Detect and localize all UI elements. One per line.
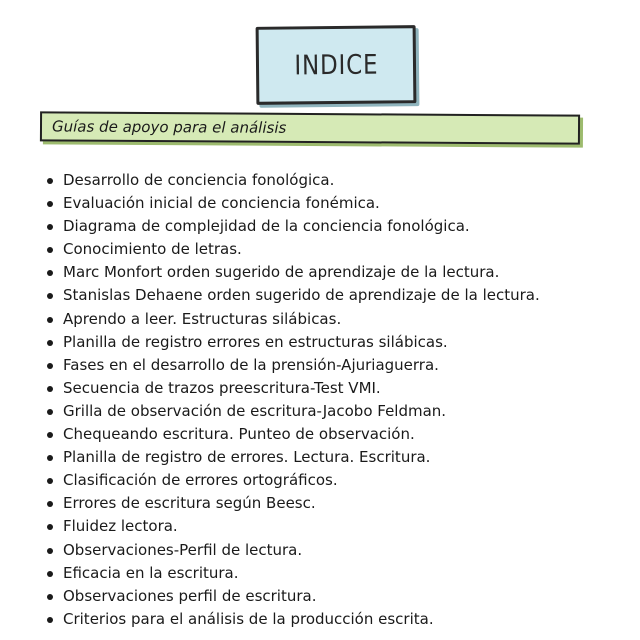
bullet-icon xyxy=(47,247,53,253)
bullet-icon xyxy=(47,363,53,369)
toc-item xyxy=(40,169,620,192)
bullet-icon xyxy=(47,617,53,623)
toc-item xyxy=(40,215,620,238)
toc-item-label: Stanislas Dehaene orden sugerido de aprendizaje de la lectura. xyxy=(63,286,540,305)
bullet-icon xyxy=(47,386,53,392)
toc-item xyxy=(40,354,620,377)
toc-item-label: Desarrollo de conciencia fonológica. xyxy=(63,171,335,189)
toc-item xyxy=(40,238,620,261)
bullet-icon xyxy=(47,501,53,507)
toc-item xyxy=(40,515,620,538)
toc-item xyxy=(40,446,620,469)
toc-item xyxy=(40,608,620,631)
toc-item-label: Aprendo a leer. Estructuras silábicas. xyxy=(63,309,342,328)
toc-item-label: Errores de escritura según Beesc. xyxy=(63,494,316,513)
section-title: Guías de apoyo para el análisis xyxy=(51,117,287,137)
toc-item-label: Conocimiento de letras. xyxy=(63,240,242,259)
toc-item xyxy=(40,331,620,354)
toc-item-label: Observaciones perfil de escritura. xyxy=(63,586,317,605)
toc-item-label: Chequeando escritura. Punteo de observación. xyxy=(63,425,415,444)
bullet-icon xyxy=(47,524,53,530)
toc-item xyxy=(40,308,620,331)
bullet-icon xyxy=(47,455,53,461)
toc-item-label: Eficacia en la escritura. xyxy=(63,563,239,582)
toc-item xyxy=(40,423,620,446)
bullet-icon xyxy=(47,293,53,299)
toc-item-label: Clasificación de errores ortográficos. xyxy=(63,471,338,490)
bullet-icon xyxy=(47,478,53,484)
toc-item xyxy=(40,377,620,400)
title-box xyxy=(256,25,417,105)
bullet-icon xyxy=(47,317,53,323)
bullet-icon xyxy=(47,178,53,184)
bullet-icon xyxy=(47,409,53,415)
bullet-icon xyxy=(47,201,53,207)
toc-item-label: Planilla de registro errores en estructuras silábicas. xyxy=(63,332,448,351)
toc-list xyxy=(40,169,620,631)
toc-item xyxy=(40,284,620,307)
toc-item-label: Observaciones-Perfil de lectura. xyxy=(63,540,303,559)
section-banner xyxy=(40,111,580,144)
bullet-icon xyxy=(47,270,53,276)
bullet-icon xyxy=(47,594,53,600)
toc-item-label: Planilla de registro de errores. Lectura. Escritura. xyxy=(63,448,431,467)
toc-item xyxy=(40,469,620,492)
toc-item xyxy=(40,261,620,284)
toc-item xyxy=(40,539,620,562)
bullet-icon xyxy=(47,340,53,346)
bullet-icon xyxy=(47,571,53,577)
toc-item-label: Grilla de observación de escritura-Jacobo Feldman. xyxy=(63,401,447,420)
bullet-icon xyxy=(47,224,53,230)
toc-item xyxy=(40,492,620,515)
bullet-icon xyxy=(47,548,53,554)
toc-item-label: Evaluación inicial de conciencia fonémica. xyxy=(63,194,380,213)
toc-item xyxy=(40,562,620,585)
page-title: INDICE xyxy=(293,49,379,81)
toc-item-label: Diagrama de complejidad de la conciencia fonológica. xyxy=(63,217,470,236)
toc-item-label: Criterios para el análisis de la producción escrita. xyxy=(63,609,434,628)
toc-item-label: Fluidez lectora. xyxy=(63,517,178,536)
toc-item xyxy=(40,400,620,423)
toc-item-label: Fases en el desarrollo de la prensión-Ajuriaguerra. xyxy=(63,355,439,374)
toc-item-label: Marc Monfort orden sugerido de aprendizaje de la lectura. xyxy=(63,263,500,282)
toc-item xyxy=(40,585,620,608)
bullet-icon xyxy=(47,432,53,438)
toc-item xyxy=(40,192,620,215)
toc-item-label: Secuencia de trazos preescritura-Test VMI. xyxy=(63,378,381,397)
